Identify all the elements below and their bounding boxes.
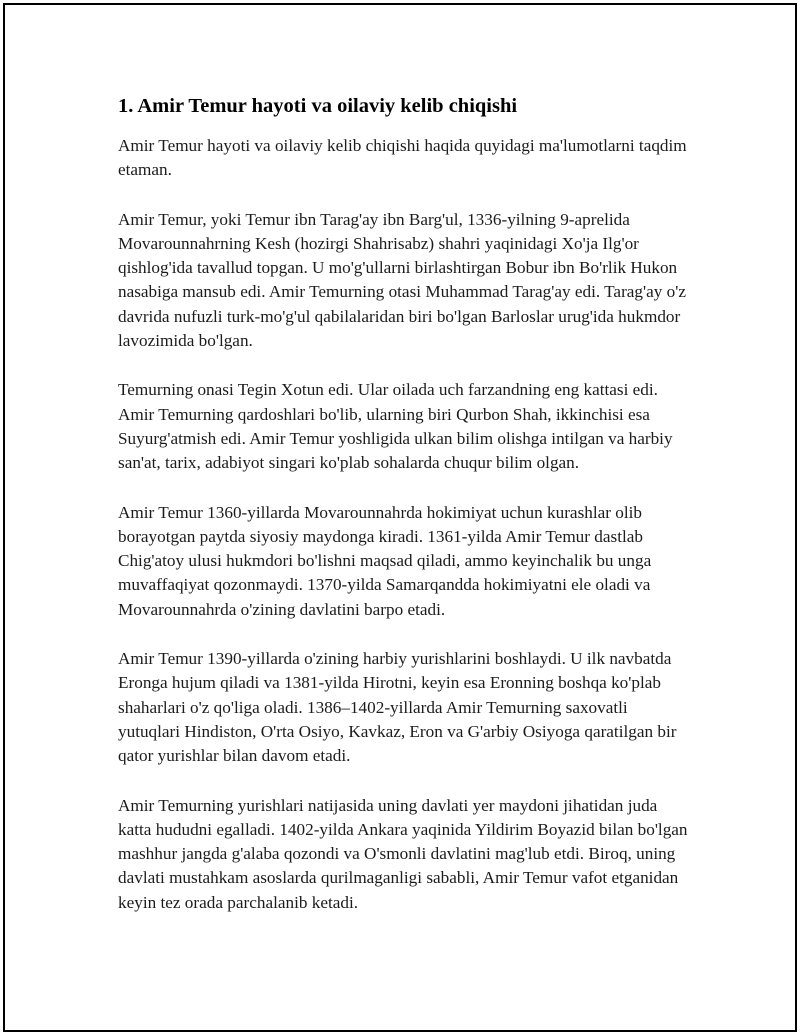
document-body: [118, 92, 693, 940]
section-heading: 1. Amir Temur hayoti va oilaviy kelib chiqishi: [118, 95, 518, 117]
paragraph-birth-and-lineage: Amir Temur, yoki Temur ibn Tarag'ay ibn Barg'ul, 1336-yilning 9-aprelida Movarounnahrning Kesh (hozirgi Shahrisabz) shahri yaqinidagi Xo'ja Ilg'or qishlog'ida tavallud topgan. U mo'g'ullarni birlashtirgan Bobur ibn Bo'rlik Hukon nasabiga mansub edi. Amir Temurning otasi Muhammad Tarag'ay edi. Tarag'ay o'z davrida nufuzli turk-mo'g'ul qabilalaridan biri bo'lgan Barloslar urug'ida hukmdor lavozimida bo'lgan.: [118, 209, 686, 351]
paragraph-military-campaigns: Amir Temur 1390-yillarda o'zining harbiy yurishlarini boshlaydi. U ilk navbatda Eronga hujum qiladi va 1381-yilda Hirotni, keyin esa Eronning boshqa ko'plab shaharlari o'z qo'liga oladi. 1386–1402-yillarda Amir Temurning saxovatli yutuqlari Hindiston, O'rta Osiyo, Kavkaz, Eron va G'arbiy Osiyoga qaratilgan bir qator yurishlar bilan davom etadi.: [118, 649, 677, 766]
paragraph-intro: Amir Temur hayoti va oilaviy kelib chiqishi haqida quyidagi ma'lumotlarni taqdim etaman.: [118, 136, 687, 180]
paragraph-family: Temurning onasi Tegin Xotun edi. Ular oilada uch farzandning eng kattasi edi. Amir Temurning qardoshlari bo'lib, ularning biri Qurbon Shah, ikkinchisi esa Suyurg'atmish edi. Amir Temur yoshligida ulkan bilim olishga intilgan va harbiy san'at, tarix, adabiyot singari ko'plab sohalarda chuqur bilim olgan.: [118, 380, 673, 473]
paragraph-empire-and-legacy: Amir Temurning yurishlari natijasida uning davlati yer maydoni jihatidan juda katta hududni egalladi. 1402-yilda Ankara yaqinida Yildirim Boyazid bilan bo'lgan mashhur jangda g'alaba qozondi va O'smonli davlatini mag'lub etdi. Biroq, uning davlati mustahkam asoslarda qurilmaganligi sababli, Amir Temur vafot etganidan keyin tez orada parchalanib ketadi.: [118, 795, 688, 912]
paragraph-rise-to-power: Amir Temur 1360-yillarda Movarounnahrda hokimiyat uchun kurashlar olib borayotgan paytda siyosiy maydonga kiradi. 1361-yilda Amir Temur dastlab Chig'atoy ulusi hukmdori bo'lishni maqsad qiladi, ammo keyinchalik bu unga muvaffaqiyat qozonmaydi. 1370-yilda Samarqandda hokimiyatni ele oladi va Movarounnahrda o'zining davlatini barpo etadi.: [118, 502, 652, 619]
